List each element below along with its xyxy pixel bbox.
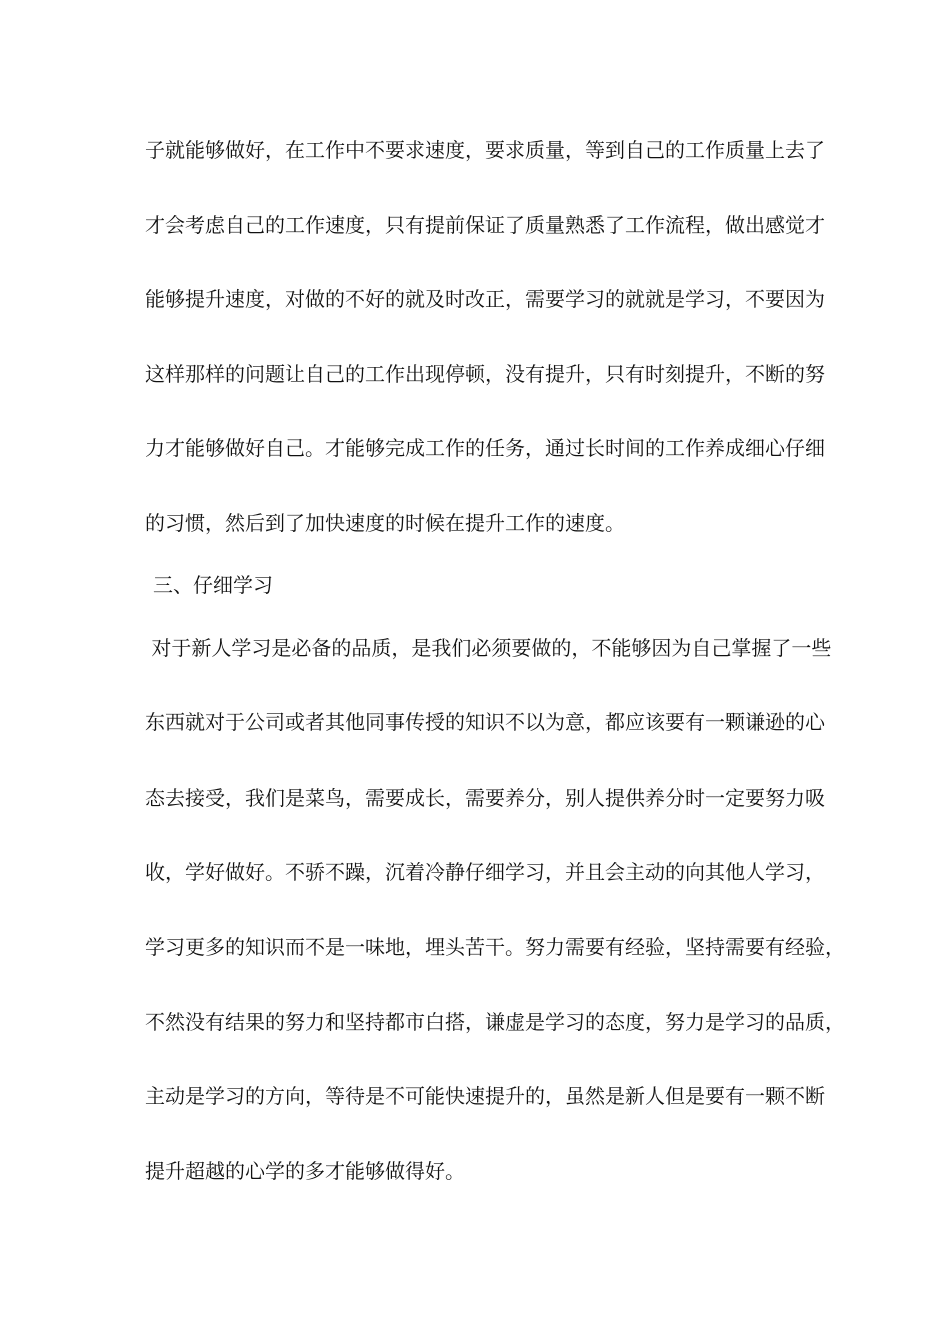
paragraph-line: 不然没有结果的努力和坚持都市白搭，谦虚是学习的态度，努力是学习的品质， [145,1010,845,1034]
paragraph-line: 主动是学习的方向，等待是不可能快速提升的，虽然是新人但是要有一颗不断 [145,1084,825,1108]
paragraph-line: 学习更多的知识而不是一味地，埋头苦干。努力需要有经验，坚持需要有经验， [145,935,845,959]
section-heading: 三、仔细学习 [153,573,273,597]
paragraph-line: 对于新人学习是必备的品质，是我们必须要做的，不能够因为自己掌握了一些 [145,636,832,660]
paragraph-line: 收，学好做好。不骄不躁，沉着冷静仔细学习，并且会主动的向其他人学习， [145,860,825,884]
paragraph-line: 这样那样的问题让自己的工作出现停顿，没有提升，只有时刻提升，不断的努 [145,362,825,386]
paragraph-line: 子就能够做好，在工作中不要求速度，要求质量，等到自己的工作质量上去了 [145,138,825,162]
paragraph-line: 态去接受，我们是菜鸟，需要成长，需要养分，别人提供养分时一定要努力吸 [145,786,825,810]
paragraph-line: 力才能够做好自己。才能够完成工作的任务，通过长时间的工作养成细心仔细 [145,436,825,460]
paragraph-line: 能够提升速度，对做的不好的就及时改正，需要学习的就就是学习，不要因为 [145,287,825,311]
paragraph-line: 才会考虑自己的工作速度，只有提前保证了质量熟悉了工作流程，做出感觉才 [145,213,825,237]
paragraph-line: 东西就对于公司或者其他同事传授的知识不以为意，都应该要有一颗谦逊的心 [145,710,825,734]
paragraph-line: 提升超越的心学的多才能够做得好。 [145,1159,465,1183]
paragraph-line: 的习惯，然后到了加快速度的时候在提升工作的速度。 [145,511,625,535]
